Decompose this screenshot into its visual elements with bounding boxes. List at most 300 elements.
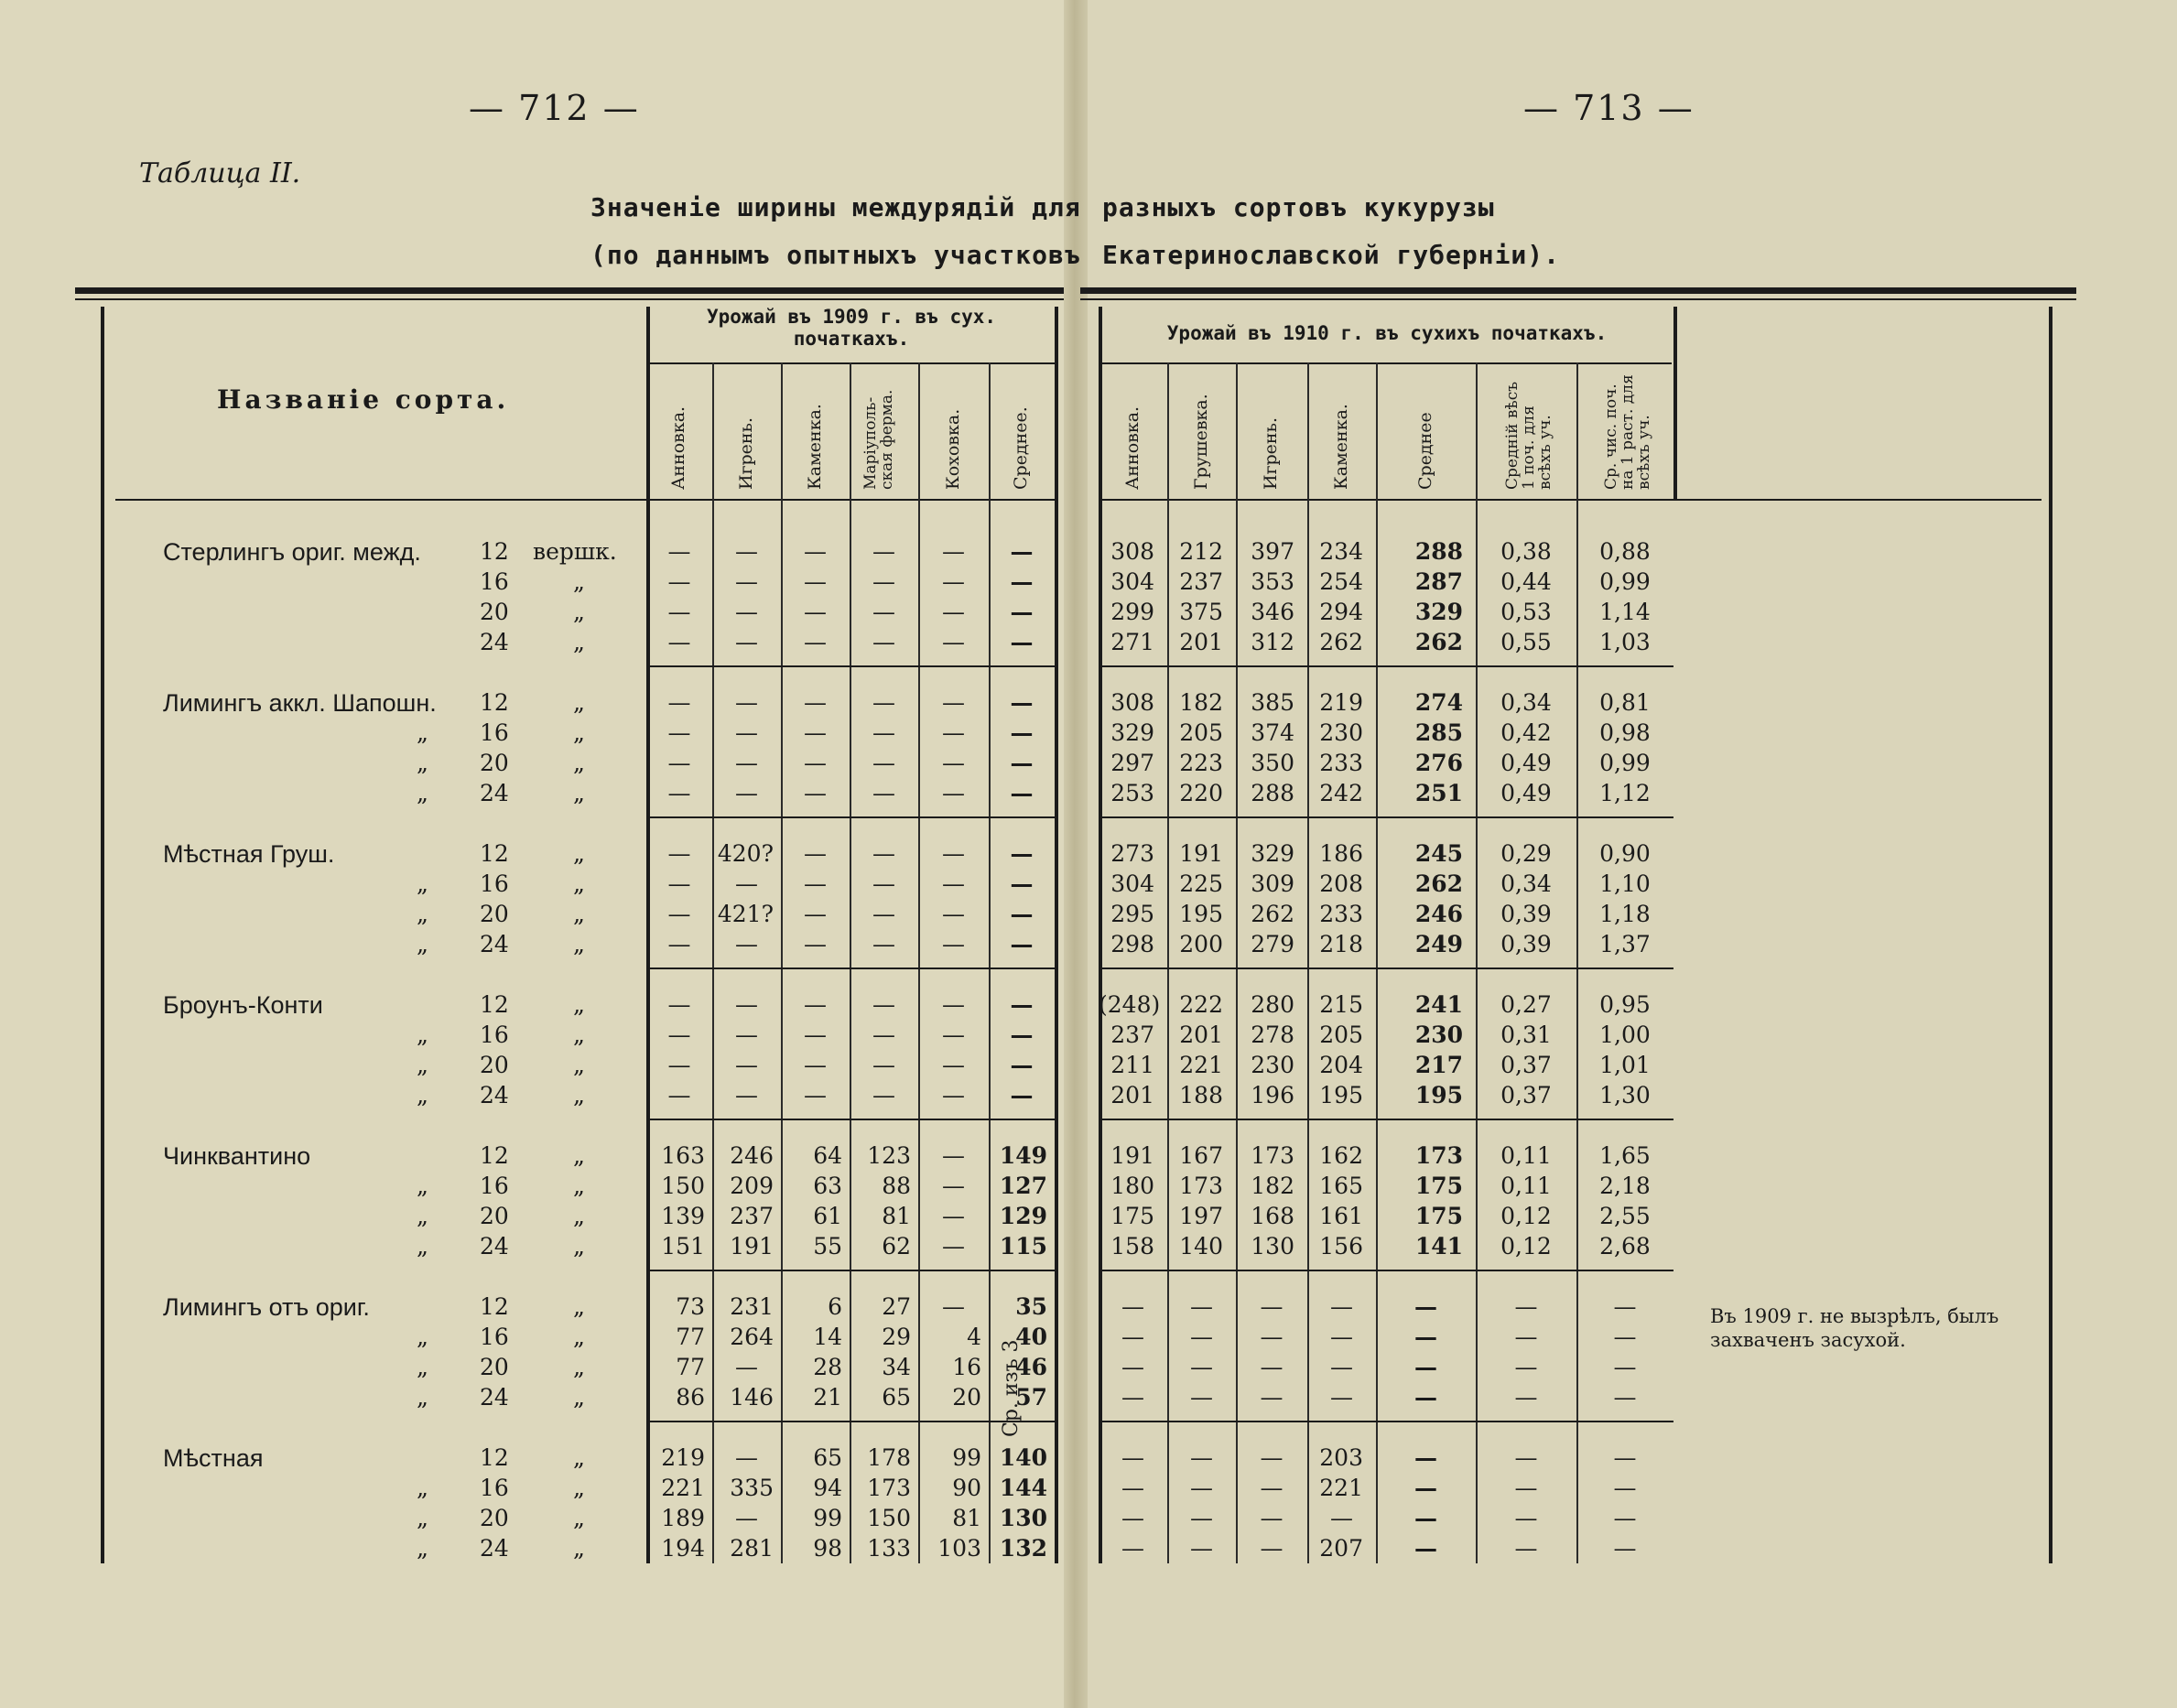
row-spacing: 12 bbox=[480, 689, 509, 716]
spacing-unit: „ bbox=[573, 629, 585, 655]
cell-1909: — bbox=[872, 840, 895, 867]
cell-1910: — bbox=[1190, 1293, 1213, 1320]
cell-1910: — bbox=[1121, 1293, 1144, 1320]
cell-1909: — bbox=[1010, 719, 1034, 746]
cell-1910: 191 bbox=[1179, 840, 1223, 867]
table-right-border bbox=[2049, 307, 2052, 1563]
spacing-unit: „ bbox=[573, 689, 585, 716]
cell-1909: — bbox=[735, 1022, 758, 1048]
cell-1909: — bbox=[667, 568, 691, 595]
y10-col-header-1: Грушевка. bbox=[1190, 394, 1211, 490]
cell-1910: 208 bbox=[1319, 870, 1363, 897]
ditto-mark: „ bbox=[417, 1022, 428, 1048]
cell-1909: — bbox=[804, 538, 827, 565]
group-separator-1909 bbox=[646, 1119, 1055, 1120]
cell-1909: — bbox=[1010, 1052, 1034, 1078]
cell-1909: — bbox=[804, 1052, 827, 1078]
y09-col-header-2: Каменка. bbox=[804, 404, 825, 490]
cell-1910: 2,55 bbox=[1599, 1203, 1651, 1229]
cell-1909: — bbox=[942, 901, 965, 927]
title-right-line-1: разныхъ сортовъ кукурузы bbox=[1102, 192, 1495, 222]
cell-1910: 287 bbox=[1414, 568, 1463, 595]
cell-1910: 297 bbox=[1110, 750, 1154, 776]
cell-1909: — bbox=[804, 599, 827, 625]
cell-1910: 375 bbox=[1179, 599, 1223, 625]
cell-1909: 130 bbox=[999, 1505, 1047, 1531]
cell-1909: — bbox=[804, 901, 827, 927]
cell-1910: — bbox=[1190, 1475, 1213, 1501]
cell-1909: 420? bbox=[717, 840, 774, 867]
cell-1909: 151 bbox=[661, 1233, 705, 1259]
ditto-mark: „ bbox=[417, 1475, 428, 1501]
header-bottom-rule-left bbox=[115, 499, 1055, 501]
variety-name: Стерлингъ ориг. межд. bbox=[163, 538, 421, 566]
cell-1909: — bbox=[735, 689, 758, 716]
cell-1910: 237 bbox=[1179, 568, 1223, 595]
cell-1910: 295 bbox=[1110, 901, 1154, 927]
group-1910-header: Урожай въ 1910 г. въ сухихъ початкахъ. bbox=[1166, 322, 1608, 344]
ditto-mark: „ bbox=[417, 719, 428, 746]
row-spacing: 16 bbox=[480, 1022, 509, 1048]
title-left-line-1: Значеніе ширины междурядій для bbox=[590, 192, 1081, 222]
cell-1909: — bbox=[942, 568, 965, 595]
cell-1910: 201 bbox=[1179, 1022, 1223, 1048]
top-rule-right bbox=[1080, 287, 2076, 294]
cell-1909: — bbox=[872, 568, 895, 595]
cell-1910: 0,44 bbox=[1500, 568, 1552, 595]
cell-1910: 0,42 bbox=[1500, 719, 1552, 746]
cell-1909: 115 bbox=[999, 1233, 1047, 1259]
cell-1910: 207 bbox=[1319, 1535, 1363, 1562]
cell-1909: — bbox=[735, 538, 758, 565]
ditto-mark: „ bbox=[417, 1324, 428, 1350]
right-page-number: — 713 — bbox=[1523, 88, 1695, 128]
cell-1909: 132 bbox=[999, 1535, 1047, 1562]
cell-1909: — bbox=[942, 1173, 965, 1199]
cell-1910: — bbox=[1260, 1384, 1283, 1411]
ditto-mark: „ bbox=[417, 1505, 428, 1531]
cell-1909: — bbox=[872, 870, 895, 897]
cell-1910: 230 bbox=[1251, 1052, 1294, 1078]
cell-1910: 397 bbox=[1251, 538, 1294, 565]
cell-1909: — bbox=[942, 1233, 965, 1259]
cell-1909: — bbox=[804, 689, 827, 716]
cell-1910: 0,37 bbox=[1500, 1082, 1552, 1108]
cell-1909: 55 bbox=[813, 1233, 842, 1259]
row-spacing: 24 bbox=[480, 1535, 509, 1562]
spacing-unit: „ bbox=[573, 1475, 585, 1501]
row-spacing: 20 bbox=[480, 1052, 509, 1078]
cell-1910: 167 bbox=[1179, 1142, 1223, 1169]
cell-1910: — bbox=[1414, 1384, 1437, 1411]
cell-1909: — bbox=[872, 538, 895, 565]
cell-1909: — bbox=[667, 870, 691, 897]
cell-1910: — bbox=[1514, 1535, 1538, 1562]
cell-1910: — bbox=[1514, 1384, 1538, 1411]
cell-1909: — bbox=[942, 538, 965, 565]
cell-1909: — bbox=[667, 1052, 691, 1078]
cell-1910: — bbox=[1260, 1505, 1283, 1531]
cell-1910: 1,30 bbox=[1599, 1082, 1651, 1108]
variety-name: Чинквантино bbox=[163, 1142, 311, 1170]
cell-1910: — bbox=[1260, 1535, 1283, 1562]
cell-1909: — bbox=[942, 1022, 965, 1048]
row-spacing: 16 bbox=[480, 568, 509, 595]
cell-1910: 218 bbox=[1319, 931, 1363, 957]
spacing-unit: „ bbox=[573, 1444, 585, 1471]
cell-1910: 251 bbox=[1414, 780, 1463, 806]
variety-name: Мѣстная Груш. bbox=[163, 840, 335, 868]
spacing-unit: вершк. bbox=[533, 538, 617, 565]
spacing-unit: „ bbox=[573, 1052, 585, 1078]
cell-1910: (248) bbox=[1099, 991, 1161, 1018]
cell-1909: — bbox=[942, 599, 965, 625]
spacing-unit: „ bbox=[573, 599, 585, 625]
spacing-unit: „ bbox=[573, 840, 585, 867]
cell-1909: — bbox=[1010, 599, 1034, 625]
cell-1910: — bbox=[1330, 1505, 1353, 1531]
cell-1909: 20 bbox=[952, 1384, 981, 1411]
cell-1909: 194 bbox=[661, 1535, 705, 1562]
cell-1909: 77 bbox=[676, 1324, 705, 1350]
cell-1910: — bbox=[1414, 1505, 1437, 1531]
variety-name: Лимингъ отъ ориг. bbox=[163, 1293, 370, 1321]
cell-1910: 1,00 bbox=[1599, 1022, 1651, 1048]
cell-1909: — bbox=[1010, 750, 1034, 776]
row-spacing: 24 bbox=[480, 931, 509, 957]
cell-1910: 309 bbox=[1251, 870, 1294, 897]
table-caption: Таблица II. bbox=[139, 157, 301, 189]
cell-1910: 173 bbox=[1414, 1142, 1463, 1169]
cell-1909: 81 bbox=[882, 1203, 911, 1229]
y10-col-header-3: Каменка. bbox=[1330, 404, 1351, 490]
cell-1909: 88 bbox=[882, 1173, 911, 1199]
cell-1910: 182 bbox=[1251, 1173, 1294, 1199]
table-left-border bbox=[101, 307, 104, 1563]
cell-1909: — bbox=[667, 840, 691, 867]
cell-1909: — bbox=[872, 901, 895, 927]
cell-1910: 274 bbox=[1414, 689, 1463, 716]
cell-1910: 329 bbox=[1110, 719, 1154, 746]
cell-1909: 64 bbox=[813, 1142, 842, 1169]
cell-1909: — bbox=[1010, 689, 1034, 716]
group-separator-1910 bbox=[1099, 665, 1673, 667]
row-spacing: 16 bbox=[480, 1324, 509, 1350]
cell-1909: — bbox=[942, 870, 965, 897]
cell-1909: — bbox=[872, 1022, 895, 1048]
cell-1910: 215 bbox=[1319, 991, 1363, 1018]
ditto-mark: „ bbox=[417, 750, 428, 776]
cell-1909: — bbox=[872, 750, 895, 776]
title-right-line-2: Екатеринославской губерніи). bbox=[1102, 240, 1561, 270]
group-1909-header: Урожай въ 1909 г. въ сух. початкахъ. bbox=[706, 306, 997, 350]
cell-1909: — bbox=[667, 629, 691, 655]
cell-1909: — bbox=[872, 1052, 895, 1078]
cell-1909: 237 bbox=[730, 1203, 774, 1229]
cell-1910: — bbox=[1190, 1444, 1213, 1471]
cell-1909: — bbox=[667, 991, 691, 1018]
cell-1909: — bbox=[942, 719, 965, 746]
spacing-unit: „ bbox=[573, 1505, 585, 1531]
cell-1909: 57 bbox=[1015, 1384, 1047, 1411]
cell-1910: 246 bbox=[1414, 901, 1463, 927]
cell-1910: — bbox=[1613, 1535, 1637, 1562]
cell-1910: — bbox=[1330, 1384, 1353, 1411]
cell-1910: 175 bbox=[1414, 1203, 1463, 1229]
cell-1910: — bbox=[1260, 1324, 1283, 1350]
cell-1910: 203 bbox=[1319, 1444, 1363, 1471]
cell-1909: — bbox=[735, 1082, 758, 1108]
cell-1909: 65 bbox=[813, 1444, 842, 1471]
row-spacing: 20 bbox=[480, 750, 509, 776]
cell-1910: 242 bbox=[1319, 780, 1363, 806]
cell-1909: — bbox=[872, 719, 895, 746]
cell-1909: 98 bbox=[813, 1535, 842, 1562]
cell-1909: 103 bbox=[937, 1535, 981, 1562]
cell-1910: 197 bbox=[1179, 1203, 1223, 1229]
y09-col-header-3: Маріуполь-ская ферма. bbox=[861, 389, 896, 490]
cell-1909: — bbox=[735, 568, 758, 595]
cell-1910: 0,29 bbox=[1500, 840, 1552, 867]
cell-1910: — bbox=[1613, 1444, 1637, 1471]
cell-1909: 29 bbox=[882, 1324, 911, 1350]
cell-1909: — bbox=[667, 538, 691, 565]
ditto-mark: „ bbox=[417, 780, 428, 806]
cell-1909: 146 bbox=[730, 1384, 774, 1411]
cell-1910: 0,12 bbox=[1500, 1203, 1552, 1229]
spacing-unit: „ bbox=[573, 568, 585, 595]
spacing-unit: „ bbox=[573, 1324, 585, 1350]
cell-1909: — bbox=[872, 1082, 895, 1108]
cell-1909: — bbox=[804, 568, 827, 595]
cell-1910: 1,14 bbox=[1599, 599, 1651, 625]
ditto-mark: „ bbox=[417, 1535, 428, 1562]
spacing-unit: „ bbox=[573, 931, 585, 957]
group-separator-1910 bbox=[1099, 1421, 1673, 1422]
ditto-mark: „ bbox=[417, 901, 428, 927]
spacing-unit: „ bbox=[573, 1354, 585, 1380]
cell-1910: 0,37 bbox=[1500, 1052, 1552, 1078]
spacing-unit: „ bbox=[573, 991, 585, 1018]
cell-1910: 329 bbox=[1414, 599, 1463, 625]
left-page-number: — 712 — bbox=[469, 88, 640, 128]
row-spacing: 24 bbox=[480, 629, 509, 655]
cell-1910: 0,34 bbox=[1500, 870, 1552, 897]
cell-1910: 188 bbox=[1179, 1082, 1223, 1108]
cell-1910: 308 bbox=[1110, 689, 1154, 716]
spacing-unit: „ bbox=[573, 870, 585, 897]
cell-1910: — bbox=[1514, 1324, 1538, 1350]
cell-1910: 254 bbox=[1319, 568, 1363, 595]
cell-1910: 262 bbox=[1319, 629, 1363, 655]
cell-1909: 123 bbox=[867, 1142, 911, 1169]
cell-1910: 162 bbox=[1319, 1142, 1363, 1169]
cell-1909: 14 bbox=[813, 1324, 842, 1350]
cell-1910: 0,34 bbox=[1500, 689, 1552, 716]
cell-1910: — bbox=[1121, 1475, 1144, 1501]
cell-1909: 139 bbox=[661, 1203, 705, 1229]
cell-1910: 173 bbox=[1179, 1173, 1223, 1199]
cell-1910: 241 bbox=[1414, 991, 1463, 1018]
group-separator-1910 bbox=[1099, 1119, 1673, 1120]
row-spacing: 24 bbox=[480, 780, 509, 806]
cell-1910: 288 bbox=[1414, 538, 1463, 565]
cell-1909: 150 bbox=[661, 1173, 705, 1199]
cell-1910: 304 bbox=[1110, 568, 1154, 595]
cell-1909: — bbox=[872, 599, 895, 625]
cell-1910: — bbox=[1121, 1384, 1144, 1411]
cell-1909: — bbox=[872, 689, 895, 716]
cell-1910: 211 bbox=[1110, 1052, 1154, 1078]
cell-1909: — bbox=[942, 1203, 965, 1229]
row-spacing: 20 bbox=[480, 599, 509, 625]
cell-1910: 294 bbox=[1319, 599, 1363, 625]
cell-1909: — bbox=[804, 870, 827, 897]
cell-1909: 77 bbox=[676, 1354, 705, 1380]
cell-1910: 0,99 bbox=[1599, 568, 1651, 595]
ditto-mark: „ bbox=[417, 1233, 428, 1259]
cell-1909: 16 bbox=[952, 1354, 981, 1380]
cell-1909: 90 bbox=[952, 1475, 981, 1501]
cell-1910: 0,90 bbox=[1599, 840, 1651, 867]
cell-1909: — bbox=[942, 991, 965, 1018]
cell-1910: 1,65 bbox=[1599, 1142, 1651, 1169]
cell-1910: — bbox=[1414, 1324, 1437, 1350]
cell-1910: 234 bbox=[1319, 538, 1363, 565]
cell-1910: — bbox=[1414, 1475, 1437, 1501]
cell-1910: 1,01 bbox=[1599, 1052, 1651, 1078]
cell-1910: 262 bbox=[1414, 870, 1463, 897]
cell-1909: — bbox=[942, 1142, 965, 1169]
y09-col-header-5: Среднее. bbox=[1011, 406, 1031, 490]
cell-1910: 200 bbox=[1179, 931, 1223, 957]
spacing-unit: „ bbox=[573, 1233, 585, 1259]
cell-1910: 0,11 bbox=[1500, 1142, 1552, 1169]
cell-1910: — bbox=[1613, 1354, 1637, 1380]
cell-1910: 221 bbox=[1179, 1052, 1223, 1078]
top-rule-thin-left bbox=[75, 298, 1064, 300]
spacing-unit: „ bbox=[573, 1535, 585, 1562]
cell-1909: — bbox=[804, 780, 827, 806]
variety-name: Броунъ-Конти bbox=[163, 991, 323, 1019]
cell-1910: 1,12 bbox=[1599, 780, 1651, 806]
cell-1909: 150 bbox=[867, 1505, 911, 1531]
cell-1909: — bbox=[804, 991, 827, 1018]
top-rule-left bbox=[75, 287, 1064, 294]
cell-1909: — bbox=[735, 1505, 758, 1531]
ditto-mark: „ bbox=[417, 870, 428, 897]
row-spacing: 20 bbox=[480, 901, 509, 927]
cell-1909: — bbox=[735, 1444, 758, 1471]
y10-col-header-2: Игрень. bbox=[1261, 417, 1281, 490]
row-spacing: 24 bbox=[480, 1384, 509, 1411]
cell-1909: 231 bbox=[730, 1293, 774, 1320]
cell-1910: 217 bbox=[1414, 1052, 1463, 1078]
ditto-mark: „ bbox=[417, 931, 428, 957]
cell-1909: 4 bbox=[967, 1324, 981, 1350]
cell-1909: 46 bbox=[1015, 1354, 1047, 1380]
cell-1909: — bbox=[872, 931, 895, 957]
cell-1910: — bbox=[1514, 1475, 1538, 1501]
cell-1910: 0,11 bbox=[1500, 1173, 1552, 1199]
cell-1910: 329 bbox=[1251, 840, 1294, 867]
cell-1910: 158 bbox=[1110, 1233, 1154, 1259]
group-separator-1909 bbox=[646, 1421, 1055, 1422]
ditto-mark: „ bbox=[417, 1082, 428, 1108]
title-left-line-2: (по даннымъ опытныхъ участковъ bbox=[590, 240, 1081, 270]
cell-1909: — bbox=[1010, 1082, 1034, 1108]
row-spacing: 16 bbox=[480, 719, 509, 746]
cell-1910: 2,68 bbox=[1599, 1233, 1651, 1259]
cell-1910: 0,12 bbox=[1500, 1233, 1552, 1259]
cell-1910: — bbox=[1613, 1475, 1637, 1501]
cell-1909: 63 bbox=[813, 1173, 842, 1199]
row-spacing: 12 bbox=[480, 1444, 509, 1471]
spacing-unit: „ bbox=[573, 719, 585, 746]
ditto-mark: „ bbox=[417, 1052, 428, 1078]
cell-1910: 280 bbox=[1251, 991, 1294, 1018]
cell-1909: — bbox=[942, 750, 965, 776]
cell-1909: 281 bbox=[730, 1535, 774, 1562]
cell-1909: — bbox=[942, 931, 965, 957]
cell-1910: — bbox=[1260, 1354, 1283, 1380]
cell-1909: 34 bbox=[882, 1354, 911, 1380]
group-1910-underline bbox=[1099, 362, 1672, 364]
note-text: Въ 1909 г. не вызрѣлъ, былъ захваченъ засухой. bbox=[1710, 1305, 1999, 1351]
cell-1910: 195 bbox=[1414, 1082, 1463, 1108]
cell-1910: 191 bbox=[1110, 1142, 1154, 1169]
cell-1910: 262 bbox=[1251, 901, 1294, 927]
cell-1910: 245 bbox=[1414, 840, 1463, 867]
cell-1909: — bbox=[804, 931, 827, 957]
cell-1910: 237 bbox=[1110, 1022, 1154, 1048]
cell-1910: 141 bbox=[1414, 1233, 1463, 1259]
cell-1910: — bbox=[1414, 1535, 1437, 1562]
cell-1909: 264 bbox=[730, 1324, 774, 1350]
cell-1910: — bbox=[1414, 1354, 1437, 1380]
cell-1909: — bbox=[942, 1052, 965, 1078]
cell-1910: 0,53 bbox=[1500, 599, 1552, 625]
cell-1910: — bbox=[1121, 1505, 1144, 1531]
cell-1909: — bbox=[667, 931, 691, 957]
cell-1909: — bbox=[1010, 870, 1034, 897]
cell-1910: 279 bbox=[1251, 931, 1294, 957]
cell-1910: 0,39 bbox=[1500, 901, 1552, 927]
y09-col-header-1: Игрень. bbox=[735, 417, 756, 490]
cell-1909: 221 bbox=[661, 1475, 705, 1501]
cell-1909: 133 bbox=[867, 1535, 911, 1562]
cell-1909: — bbox=[667, 780, 691, 806]
cell-1910: 0,49 bbox=[1500, 750, 1552, 776]
cell-1909: 62 bbox=[882, 1233, 911, 1259]
cell-1910: 233 bbox=[1319, 750, 1363, 776]
cell-1910: 233 bbox=[1319, 901, 1363, 927]
cell-1909: 163 bbox=[661, 1142, 705, 1169]
cell-1910: 0,88 bbox=[1599, 538, 1651, 565]
cell-1909: 189 bbox=[661, 1505, 705, 1531]
ditto-mark: „ bbox=[417, 1354, 428, 1380]
y10-col-header-5: Средній вѣсъ 1 поч. для всѣхъ уч. bbox=[1503, 381, 1554, 490]
row-spacing: 20 bbox=[480, 1505, 509, 1531]
cell-1909: 140 bbox=[999, 1444, 1047, 1471]
cell-1909: — bbox=[1010, 840, 1034, 867]
cell-1910: 0,99 bbox=[1599, 750, 1651, 776]
cell-1910: 204 bbox=[1319, 1052, 1363, 1078]
cell-1910: 219 bbox=[1319, 689, 1363, 716]
spacing-unit: „ bbox=[573, 1384, 585, 1411]
cell-1910: — bbox=[1330, 1354, 1353, 1380]
cell-1909: — bbox=[735, 1354, 758, 1380]
